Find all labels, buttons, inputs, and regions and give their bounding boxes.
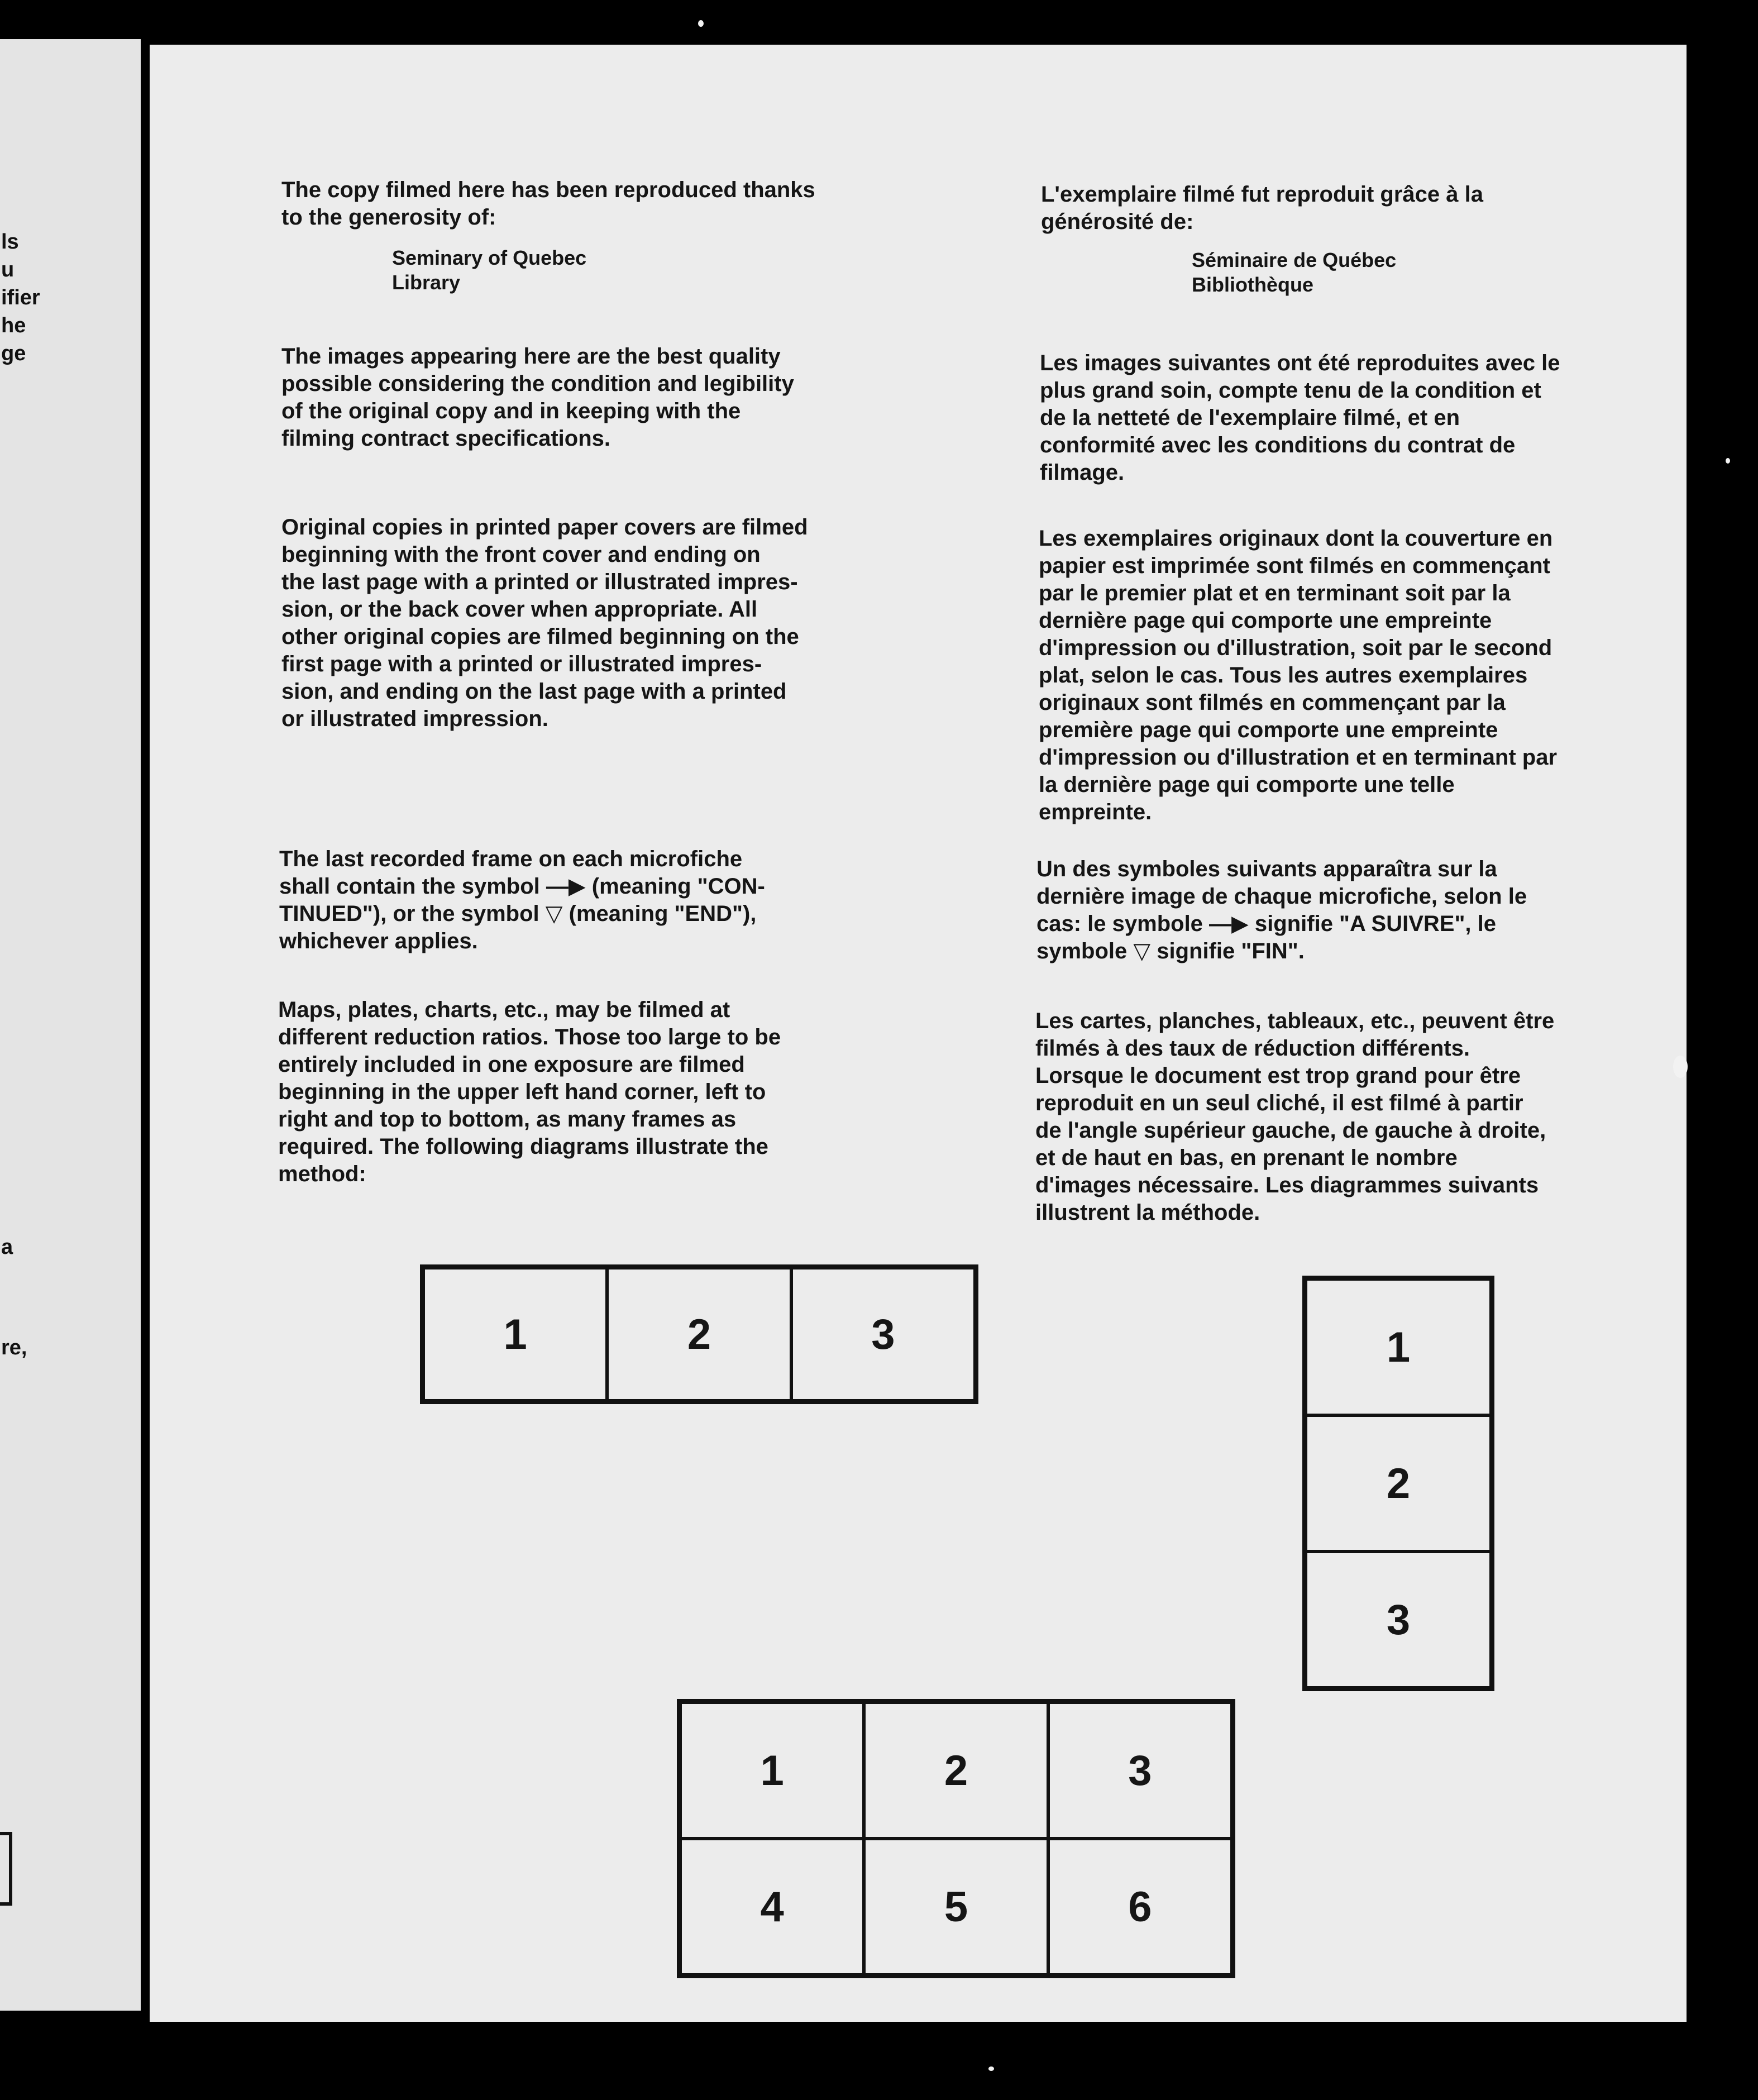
- text-line: entirely included in one exposure are filmed: [278, 1052, 745, 1077]
- frame-cell: 2: [1306, 1415, 1491, 1552]
- diagram-horizontal-frames: [420, 1264, 978, 1404]
- right-maps-paragraph: [1035, 1008, 1554, 1226]
- right-institution: [1192, 248, 1396, 297]
- text-line: Seminary of Quebec: [392, 246, 587, 269]
- previous-page-fragment: re,: [1, 1336, 27, 1359]
- document-page: [150, 45, 1687, 2022]
- text-line: sion, or the back cover when appropriate. All: [281, 597, 758, 622]
- text-line: possible considering the condition and legibility: [281, 371, 794, 396]
- left-symbols-paragraph: [279, 846, 765, 955]
- left-intro: [281, 176, 815, 231]
- text-line: Library: [392, 271, 461, 294]
- text-line: dernière page qui comporte une empreinte: [1039, 608, 1492, 633]
- text-line: whichever applies.: [279, 929, 478, 953]
- text-line: Lorsque le document est trop grand pour être: [1035, 1063, 1521, 1088]
- frame-cell: 3: [1306, 1552, 1491, 1688]
- text-line: or illustrated impression.: [281, 707, 548, 731]
- frame-cell: 2: [864, 1702, 1048, 1839]
- frame-cell: 3: [791, 1268, 975, 1401]
- previous-page-fragment: he: [1, 314, 26, 337]
- text-line: filming contract specifications.: [281, 426, 611, 451]
- text-line: reproduit en un seul cliché, il est filmé à partir: [1035, 1091, 1523, 1115]
- frame-cell: 1: [680, 1702, 864, 1839]
- diagram-grid-frames: [677, 1699, 1235, 1978]
- previous-page-fragment: a: [1, 1235, 13, 1259]
- frame-cell: 1: [1306, 1279, 1491, 1415]
- right-intro: [1041, 181, 1483, 236]
- text-line: beginning with the front cover and ending on: [281, 542, 761, 567]
- scan-speck: [698, 20, 704, 27]
- right-covers-paragraph: [1039, 525, 1557, 826]
- text-line: sion, and ending on the last page with a printed: [281, 679, 787, 704]
- text-line: d'impression ou d'illustration, soit par le second: [1039, 636, 1552, 660]
- text-line: Séminaire de Québec: [1192, 249, 1397, 271]
- text-line: conformité avec les conditions du contrat de: [1040, 433, 1516, 457]
- frame-cell: 1: [423, 1268, 607, 1401]
- text-line: the last page with a printed or illustrated impres-: [281, 570, 798, 594]
- text-line: Un des symboles suivants apparaîtra sur la: [1036, 857, 1497, 881]
- text-line: The copy filmed here has been reproduced thanks: [281, 178, 815, 202]
- previous-page-fragment: ifier: [1, 286, 40, 309]
- text-line: required. The following diagrams illustrate the: [278, 1134, 768, 1159]
- text-line: TINUED"), or the symbol ▽ (meaning "END"),: [279, 901, 757, 926]
- text-line: Les cartes, planches, tableaux, etc., peuvent être: [1035, 1009, 1555, 1033]
- frame-cell: 3: [1048, 1702, 1232, 1839]
- diagram-vertical-frames: [1302, 1276, 1494, 1691]
- text-line: other original copies are filmed beginning on the: [281, 624, 799, 649]
- previous-page-edge: [0, 39, 141, 2011]
- text-line: plat, selon le cas. Tous les autres exemplaires: [1039, 663, 1528, 688]
- scan-speck: [1673, 1056, 1688, 1078]
- text-line: symbole ▽ signifie "FIN".: [1036, 939, 1305, 963]
- text-line: Maps, plates, charts, etc., may be filmed at: [278, 997, 730, 1022]
- left-institution: [392, 246, 586, 295]
- text-line: beginning in the upper left hand corner, left to: [278, 1080, 766, 1104]
- text-line: filmés à des taux de réduction différents.: [1035, 1036, 1470, 1061]
- text-line: to the generosity of:: [281, 205, 496, 230]
- text-line: originaux sont filmés en commençant par la: [1039, 690, 1506, 715]
- text-line: et de haut en bas, en prenant le nombre: [1035, 1146, 1458, 1170]
- left-quality-paragraph: [281, 343, 794, 452]
- frame-cell: 6: [1048, 1839, 1232, 1975]
- text-line: first page with a printed or illustrated impres-: [281, 652, 762, 676]
- frame-cell: 4: [680, 1839, 864, 1975]
- right-quality-paragraph: [1040, 350, 1560, 486]
- text-line: d'impression ou d'illustration et en terminant par: [1039, 745, 1558, 770]
- text-line: de l'angle supérieur gauche, de gauche à droite,: [1035, 1118, 1546, 1143]
- text-line: of the original copy and in keeping with the: [281, 399, 741, 423]
- text-line: method:: [278, 1162, 366, 1186]
- text-line: par le premier plat et en terminant soit par la: [1039, 581, 1511, 605]
- text-line: Original copies in printed paper covers are filmed: [281, 515, 808, 540]
- text-line: empreinte.: [1039, 800, 1152, 824]
- text-line: de la netteté de l'exemplaire filmé, et en: [1040, 405, 1460, 430]
- text-line: illustrent la méthode.: [1035, 1200, 1260, 1225]
- text-line: dernière image de chaque microfiche, selon le: [1036, 884, 1527, 909]
- text-line: générosité de:: [1041, 209, 1194, 234]
- text-line: The images appearing here are the best quality: [281, 344, 781, 369]
- text-line: Bibliothèque: [1192, 273, 1313, 296]
- text-line: d'images nécessaire. Les diagrammes suivants: [1035, 1173, 1539, 1197]
- text-line: shall contain the symbol —▶ (meaning "CON-: [279, 874, 765, 899]
- left-covers-paragraph: [281, 514, 808, 733]
- text-line: Les images suivantes ont été reproduites avec le: [1040, 351, 1560, 375]
- scan-speck: [1726, 458, 1730, 464]
- frame-cell: 5: [864, 1839, 1048, 1975]
- frame-cell: 2: [607, 1268, 791, 1401]
- previous-page-fragment: u: [1, 258, 15, 281]
- text-line: The last recorded frame on each microfiche: [279, 847, 743, 871]
- text-line: plus grand soin, compte tenu de la condition et: [1040, 378, 1541, 403]
- text-line: cas: le symbole —▶ signifie "A SUIVRE", le: [1036, 911, 1497, 936]
- text-line: la dernière page qui comporte une telle: [1039, 772, 1455, 797]
- text-line: papier est imprimée sont filmés en commençant: [1039, 553, 1550, 578]
- right-symbols-paragraph: [1036, 856, 1527, 965]
- left-maps-paragraph: [278, 996, 781, 1188]
- scan-speck: [988, 2066, 994, 2071]
- previous-page-frame-box: [0, 1832, 12, 1906]
- text-line: filmage.: [1040, 460, 1125, 485]
- text-line: L'exemplaire filmé fut reproduit grâce à la: [1041, 182, 1483, 207]
- text-line: right and top to bottom, as many frames as: [278, 1107, 737, 1132]
- previous-page-fragment: ge: [1, 342, 26, 365]
- text-line: different reduction ratios. Those too large to be: [278, 1025, 781, 1049]
- text-line: Les exemplaires originaux dont la couverture en: [1039, 526, 1553, 551]
- previous-page-fragment: ls: [1, 230, 19, 254]
- text-line: première page qui comporte une empreinte: [1039, 718, 1498, 742]
